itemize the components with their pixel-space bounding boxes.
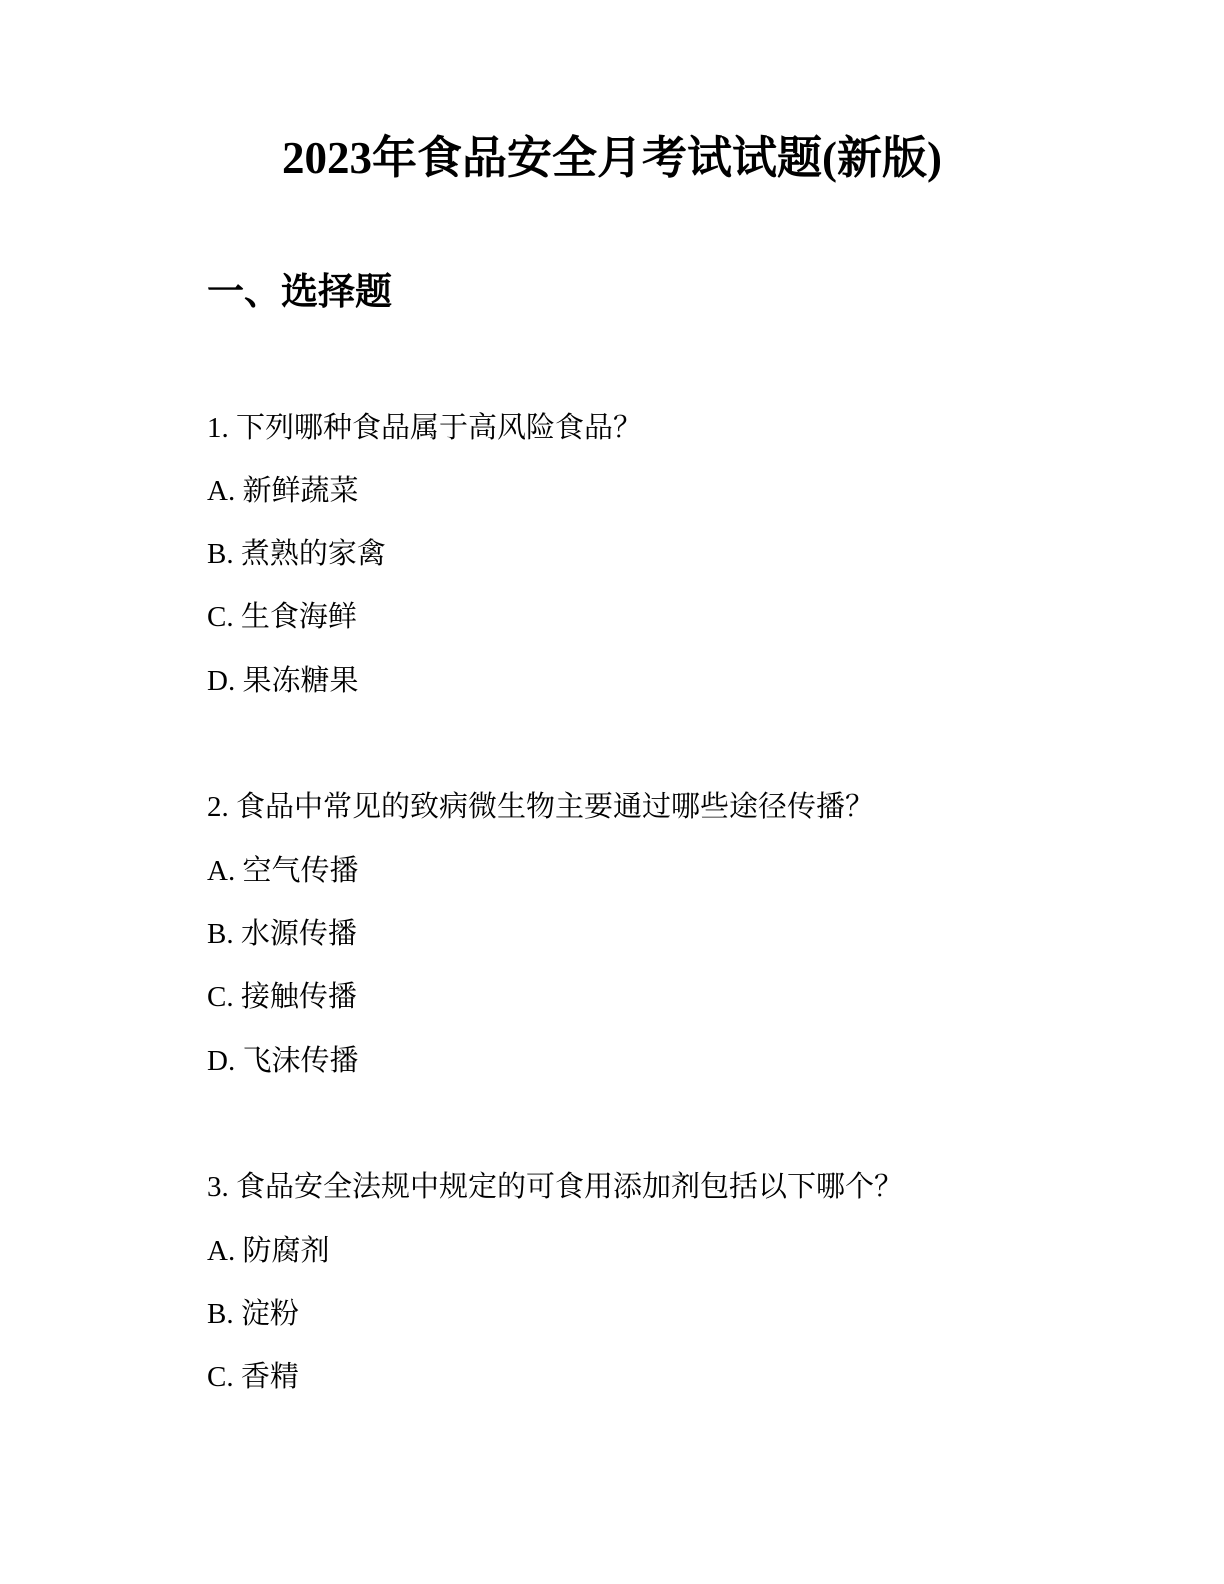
question-2-option-d: D. 飞沫传播: [207, 1045, 359, 1077]
question-2-text: 2. 食品中常见的致病微生物主要通过哪些途径传播？: [207, 791, 875, 823]
question-3-option-b: B. 淀粉: [207, 1298, 299, 1330]
question-3-option-a: A. 防腐剂: [207, 1235, 330, 1267]
question-2-option-c: C. 接触传播: [207, 981, 357, 1013]
page-title: 2023年食品安全月考试试题(新版): [282, 133, 942, 183]
section-heading: 一、选择题: [207, 272, 392, 313]
question-1-option-a: A. 新鲜蔬菜: [207, 475, 359, 507]
question-1-option-b: B. 煮熟的家禽: [207, 538, 386, 570]
question-3-option-c: C. 香精: [207, 1361, 299, 1393]
question-3-text: 3. 食品安全法规中规定的可食用添加剂包括以下哪个？: [207, 1171, 904, 1203]
question-1-option-c: C. 生食海鲜: [207, 601, 357, 633]
question-2-option-a: A. 空气传播: [207, 855, 359, 887]
question-2-option-b: B. 水源传播: [207, 918, 357, 950]
question-1-option-d: D. 果冻糖果: [207, 665, 359, 697]
question-1-text: 1. 下列哪种食品属于高风险食品？: [207, 412, 643, 444]
